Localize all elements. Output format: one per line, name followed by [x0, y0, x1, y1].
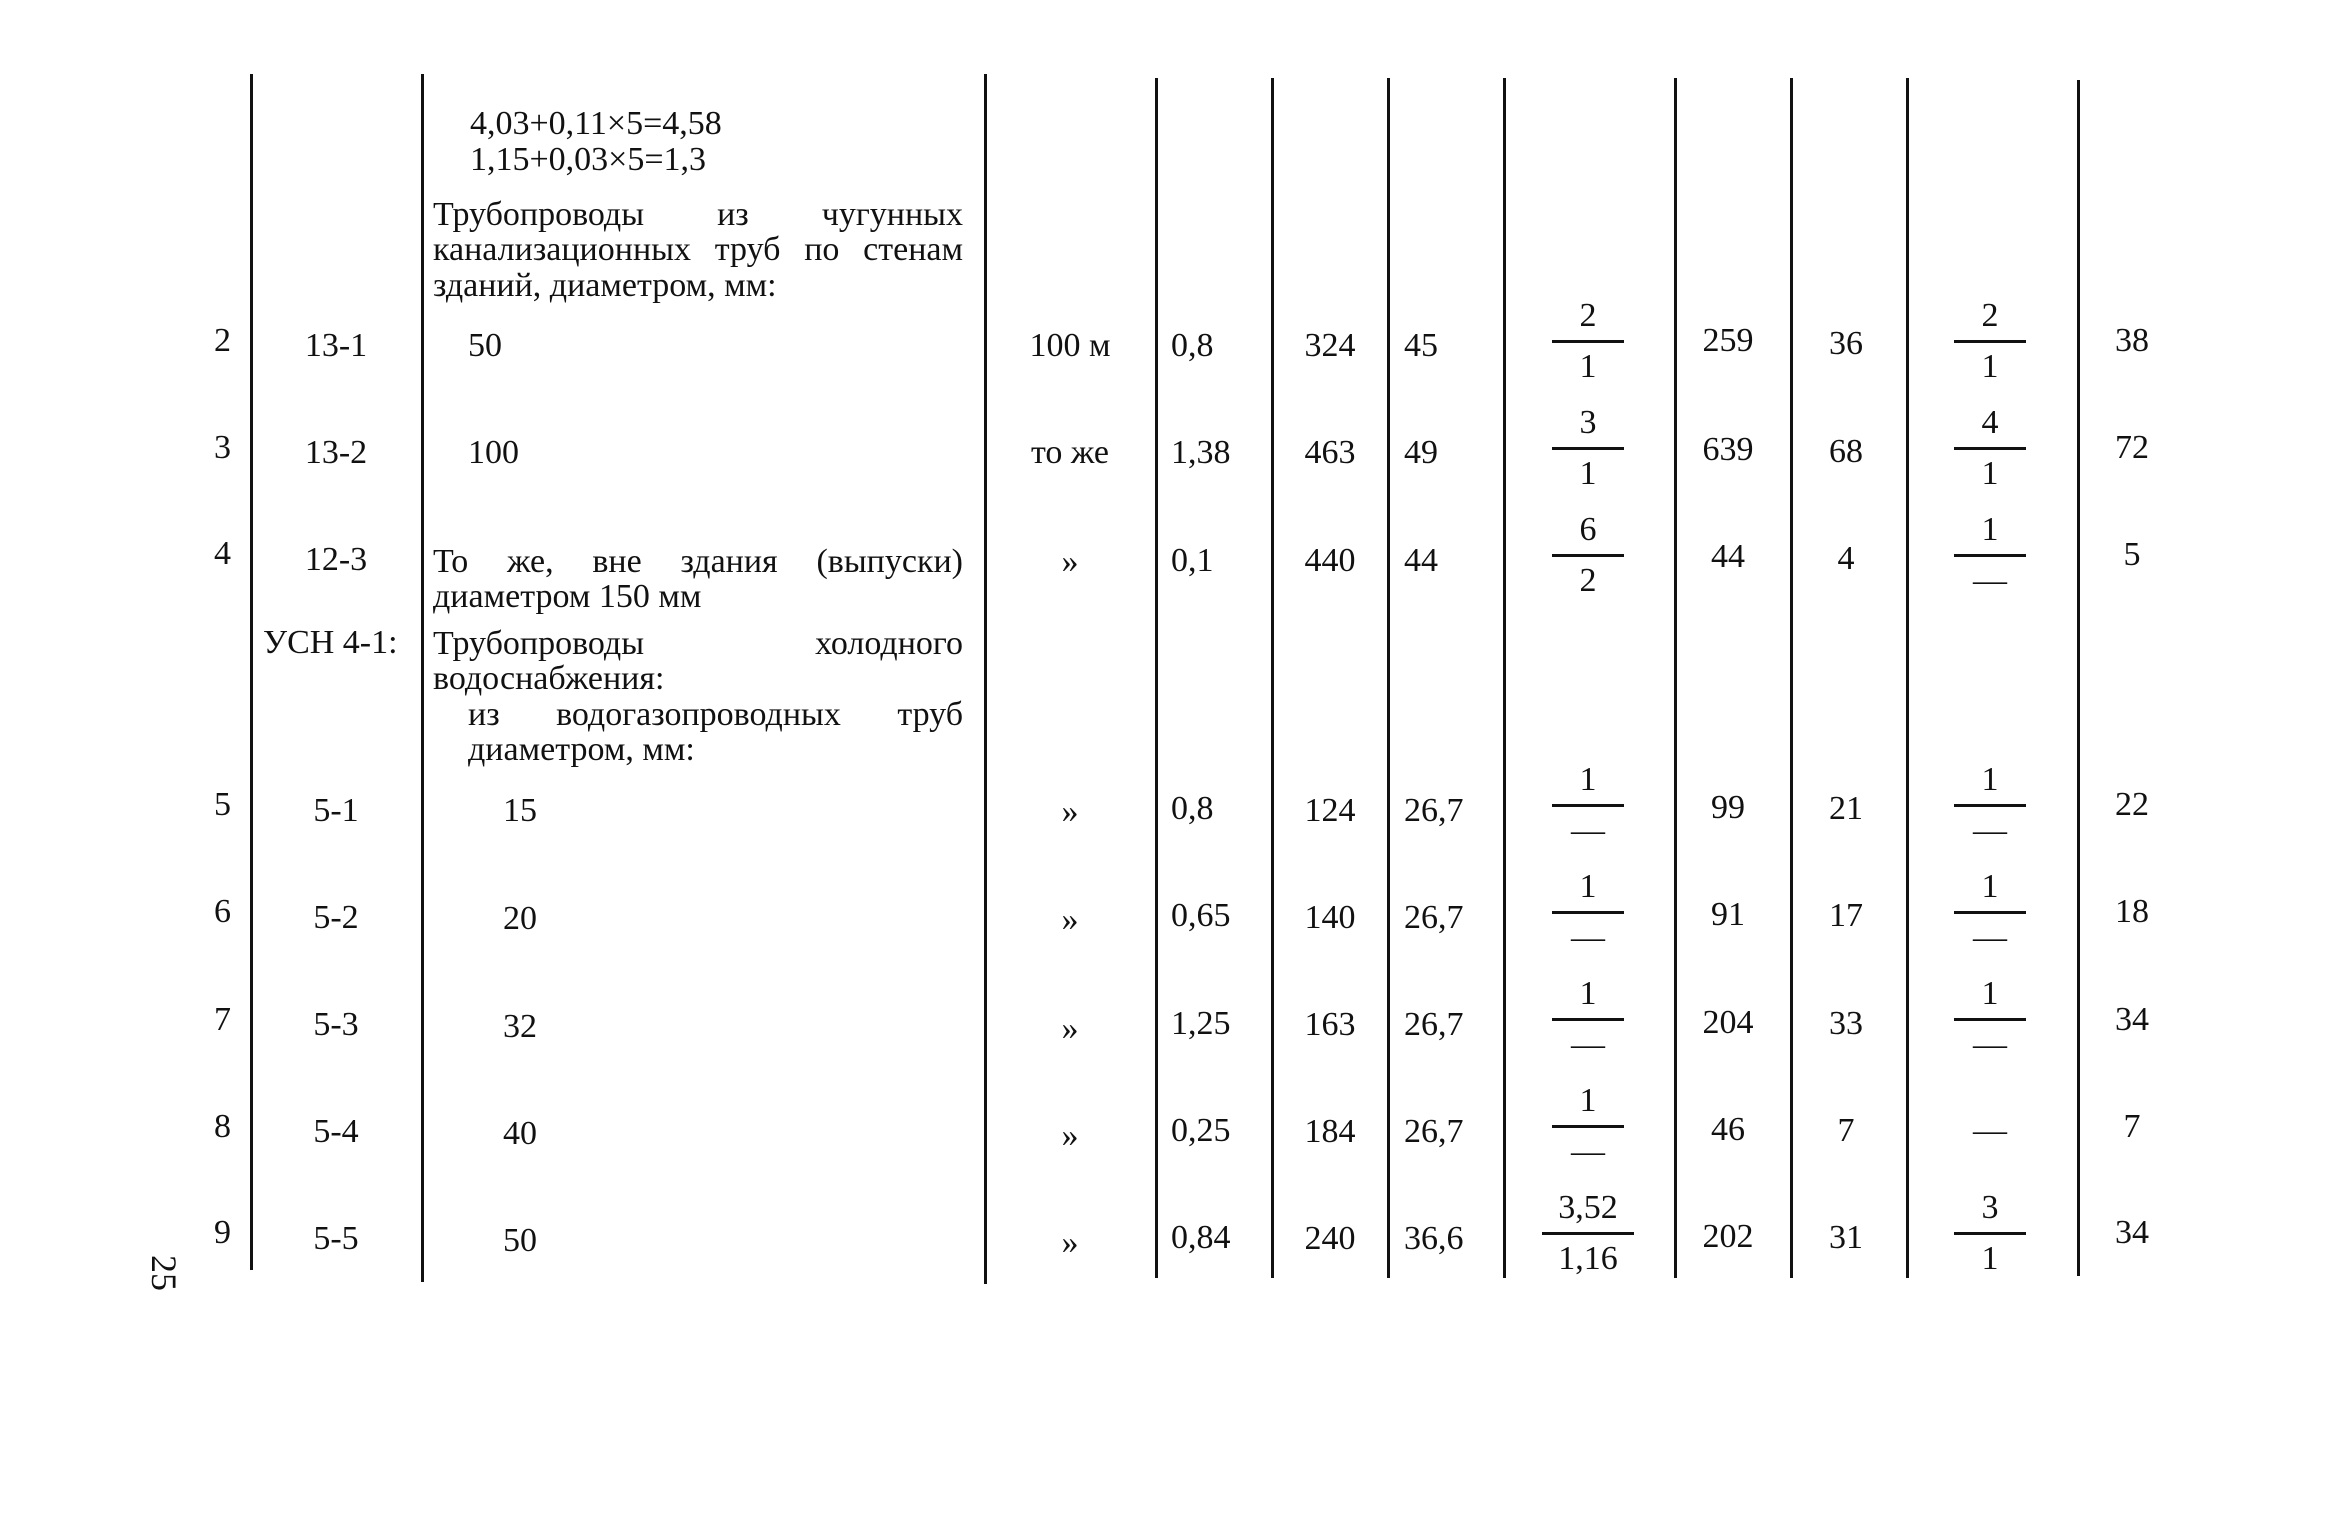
- row-c1: 1,25: [1171, 1005, 1231, 1042]
- section-subheading: из водогазопроводных труб диаметром, мм:: [468, 696, 963, 769]
- column-rule: [1906, 78, 1909, 1278]
- row-fraction-2: 4 1: [1950, 403, 2030, 494]
- row-code: 5-4: [313, 1113, 359, 1150]
- column-rule: [2077, 80, 2080, 1276]
- row-fraction-2: 1 —: [1950, 760, 2030, 851]
- row-unit: »: [1061, 901, 1079, 938]
- row-c4: 91: [1711, 896, 1745, 933]
- row-number: 7: [214, 1001, 231, 1038]
- row-c1: 0,25: [1171, 1112, 1231, 1149]
- row-fraction-1: 1 —: [1548, 760, 1628, 851]
- page-number: 25: [144, 1255, 184, 1291]
- row-c5: 31: [1829, 1219, 1863, 1256]
- row-fraction-2-dash: —: [1973, 1112, 2007, 1149]
- row-c5: 4: [1837, 540, 1855, 577]
- row-c2: 240: [1304, 1220, 1356, 1257]
- row-c1: 1,38: [1171, 434, 1231, 471]
- row-number: 2: [214, 322, 231, 359]
- section-heading: Трубопроводы холодного водоснабжения:: [433, 625, 963, 698]
- row-fraction-1: 1 —: [1548, 974, 1628, 1065]
- row-c6: 38: [2115, 322, 2149, 359]
- row-number: 4: [214, 535, 231, 572]
- row-code: 5-5: [313, 1220, 359, 1257]
- row-c2: 163: [1304, 1006, 1356, 1043]
- row-name: 32: [503, 1008, 537, 1045]
- row-number: 6: [214, 893, 231, 930]
- row-number: 3: [214, 429, 231, 466]
- row-name: 15: [503, 792, 537, 829]
- row-number: 9: [214, 1214, 231, 1251]
- row-fraction-2: 1 —: [1950, 974, 2030, 1065]
- row-c4: 202: [1702, 1218, 1754, 1255]
- row-c4: 46: [1711, 1111, 1745, 1148]
- row-unit: 100 м: [1029, 327, 1111, 364]
- row-c2: 440: [1304, 542, 1356, 579]
- row-c2: 463: [1304, 434, 1356, 471]
- column-rule: [250, 74, 253, 1270]
- row-c3: 49: [1404, 434, 1438, 471]
- row-name: 50: [468, 327, 502, 364]
- row-c5: 33: [1829, 1005, 1863, 1042]
- row-name: То же, вне здания (выпуски) диаметром 150 мм: [433, 543, 963, 616]
- column-rule: [1503, 78, 1506, 1278]
- row-fraction-1: 1 —: [1548, 867, 1628, 958]
- column-rule: [1387, 78, 1390, 1278]
- row-fraction-1: 6 2: [1548, 510, 1628, 601]
- row-fraction-2: 1 —: [1950, 510, 2030, 601]
- formula-line: 4,03+0,11×5=4,58: [470, 105, 722, 142]
- row-c5: 36: [1829, 325, 1863, 362]
- row-name: 50: [503, 1222, 537, 1259]
- row-c1: 0,84: [1171, 1219, 1231, 1256]
- row-c3: 26,7: [1404, 792, 1464, 829]
- section-ref: УСН 4-1:: [263, 624, 398, 661]
- row-code: 5-1: [313, 792, 359, 829]
- row-c4: 44: [1711, 538, 1745, 575]
- row-unit: »: [1061, 793, 1079, 830]
- row-c1: 0,8: [1171, 790, 1214, 827]
- row-c2: 184: [1304, 1113, 1356, 1150]
- row-c4: 99: [1711, 789, 1745, 826]
- row-c2: 124: [1304, 792, 1356, 829]
- row-c2: 140: [1304, 899, 1356, 936]
- row-fraction-2: 3 1: [1950, 1188, 2030, 1279]
- row-fraction-1: 3,52 1,16: [1538, 1188, 1638, 1279]
- section-heading: Трубопроводы из чугунных канализационных труб по стенам зданий, диаметром, мм:: [433, 196, 963, 304]
- row-code: 13-1: [304, 327, 368, 364]
- row-code: 5-3: [313, 1006, 359, 1043]
- row-fraction-1: 3 1: [1548, 403, 1628, 494]
- column-rule: [1790, 78, 1793, 1278]
- column-rule: [984, 74, 987, 1284]
- column-rule: [1271, 78, 1274, 1278]
- row-c6: 5: [2123, 536, 2141, 573]
- row-c3: 36,6: [1404, 1220, 1464, 1257]
- row-c5: 17: [1829, 897, 1863, 934]
- row-c5: 21: [1829, 790, 1863, 827]
- row-fraction-2: 1 —: [1950, 867, 2030, 958]
- row-c3: 45: [1404, 327, 1438, 364]
- row-c2: 324: [1304, 327, 1356, 364]
- row-c6: 34: [2115, 1001, 2149, 1038]
- row-c4: 639: [1702, 431, 1754, 468]
- row-unit: »: [1061, 1224, 1079, 1261]
- row-c3: 26,7: [1404, 1113, 1464, 1150]
- row-c6: 7: [2123, 1108, 2141, 1145]
- row-unit: то же: [1030, 434, 1110, 471]
- row-number: 8: [214, 1108, 231, 1145]
- row-code: 13-2: [304, 434, 368, 471]
- row-fraction-2: 2 1: [1950, 296, 2030, 387]
- row-unit: »: [1061, 543, 1079, 580]
- row-unit: »: [1061, 1010, 1079, 1047]
- row-c3: 26,7: [1404, 899, 1464, 936]
- row-code: 12-3: [304, 541, 368, 578]
- row-c5: 68: [1829, 433, 1863, 470]
- row-c5: 7: [1837, 1112, 1855, 1149]
- row-c4: 259: [1702, 322, 1754, 359]
- row-c3: 26,7: [1404, 1006, 1464, 1043]
- row-c1: 0,1: [1171, 542, 1214, 579]
- row-fraction-1: 1 —: [1548, 1081, 1628, 1172]
- row-unit: »: [1061, 1117, 1079, 1154]
- formula-line: 1,15+0,03×5=1,3: [470, 141, 707, 178]
- column-rule: [421, 74, 424, 1282]
- row-c6: 34: [2115, 1214, 2149, 1251]
- row-name: 100: [468, 434, 519, 471]
- row-code: 5-2: [313, 899, 359, 936]
- row-name: 20: [503, 900, 537, 937]
- row-c1: 0,65: [1171, 897, 1231, 934]
- row-c6: 18: [2115, 893, 2149, 930]
- column-rule: [1674, 78, 1677, 1278]
- row-number: 5: [214, 786, 231, 823]
- row-c1: 0,8: [1171, 327, 1214, 364]
- row-c6: 22: [2115, 786, 2149, 823]
- row-c3: 44: [1404, 542, 1438, 579]
- row-name: 40: [503, 1115, 537, 1152]
- row-c6: 72: [2115, 429, 2149, 466]
- row-c4: 204: [1702, 1004, 1754, 1041]
- column-rule: [1155, 78, 1158, 1278]
- row-fraction-1: 2 1: [1548, 296, 1628, 387]
